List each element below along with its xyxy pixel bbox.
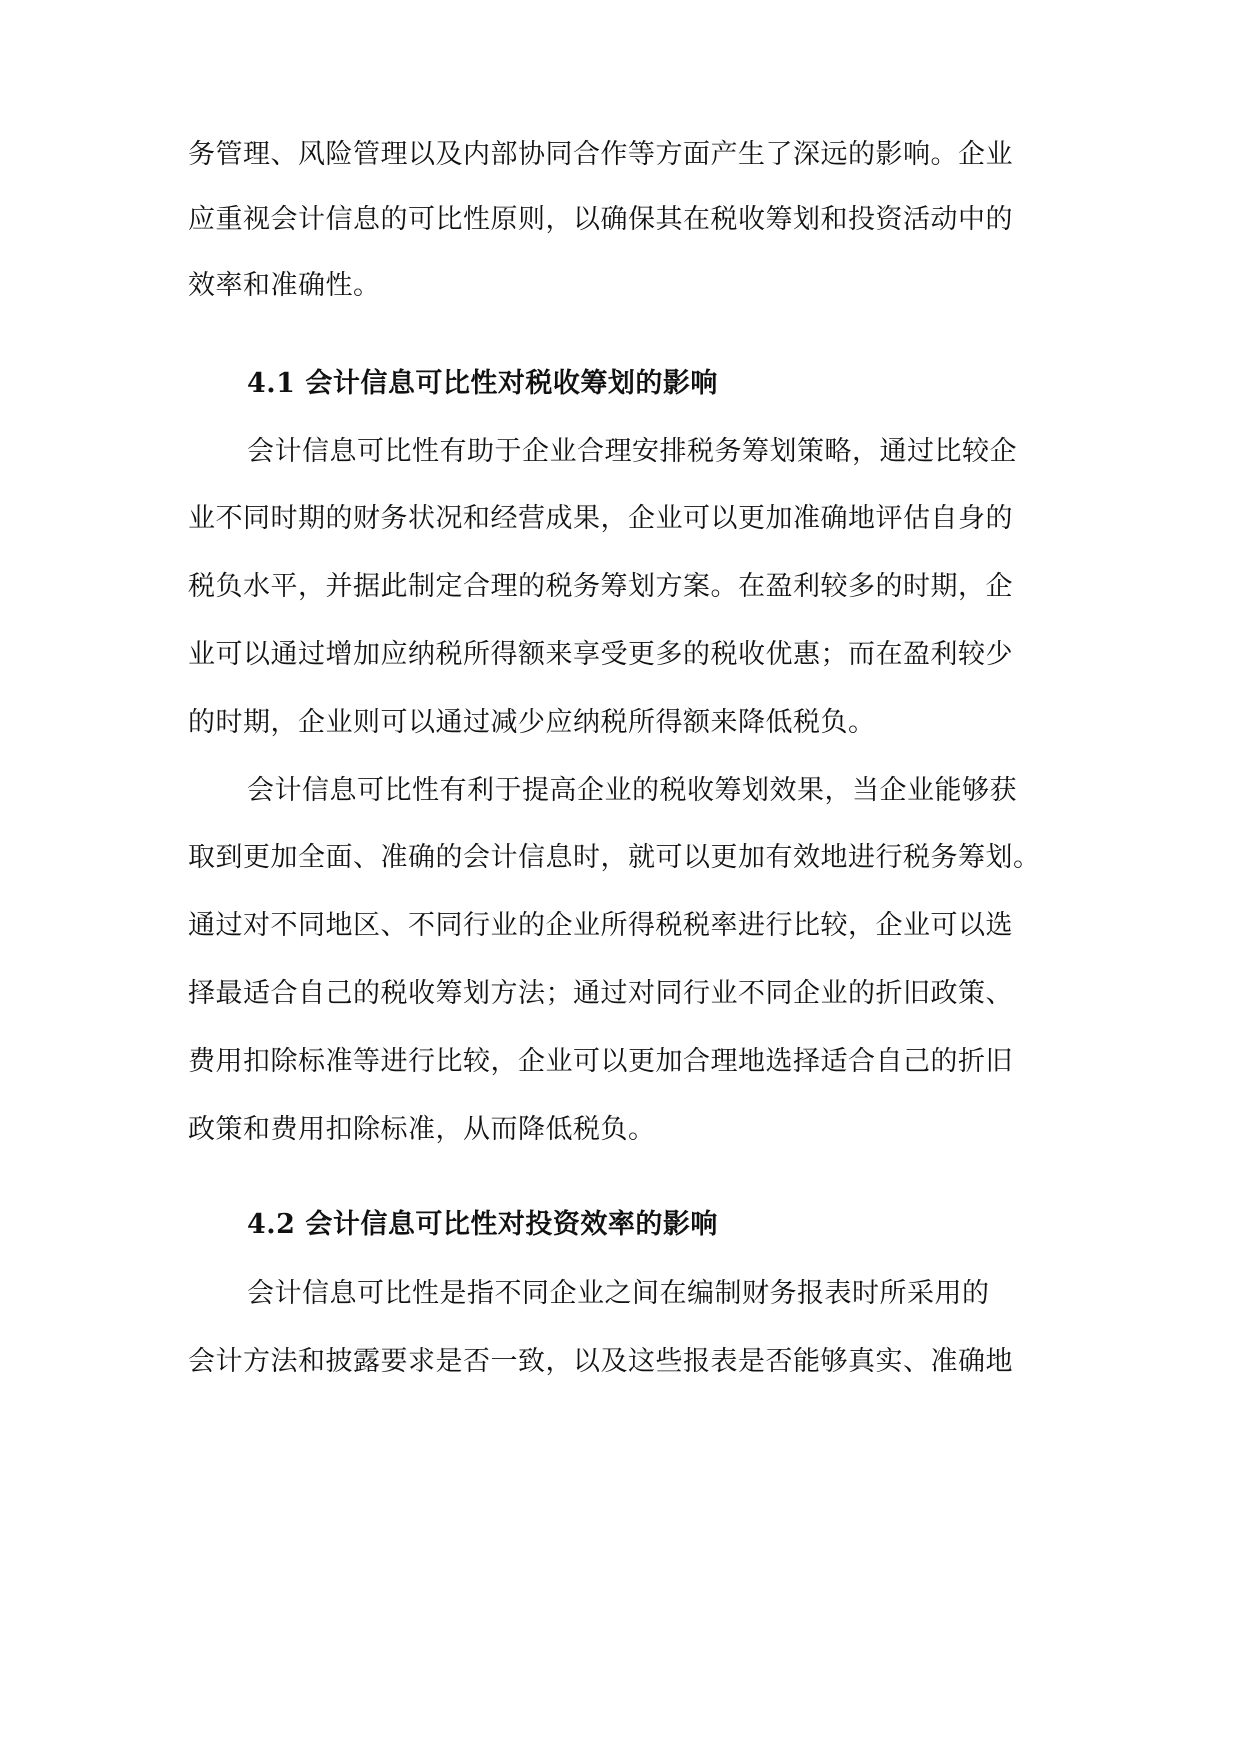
section-heading-4-1: 4.1 会计信息可比性对税收筹划的影响 (247, 368, 718, 399)
text-line: 会计方法和披露要求是否一致，以及这些报表是否能够真实、准确地 (188, 1346, 1013, 1377)
text-line: 的时期，企业则可以通过减少应纳税所得额来降低税负。 (188, 707, 876, 738)
text-line: 通过对不同地区、不同行业的企业所得税税率进行比较，企业可以选 (188, 910, 1013, 941)
text-line: 择最适合自己的税收筹划方法；通过对同行业不同企业的折旧政策、 (188, 978, 1013, 1009)
text-line: 务管理、风险管理以及内部协同合作等方面产生了深远的影响。企业 (188, 139, 1013, 170)
text-line: 会计信息可比性有利于提高企业的税收筹划效果，当企业能够获 (247, 775, 1017, 806)
text-line: 应重视会计信息的可比性原则，以确保其在税收筹划和投资活动中的 (188, 204, 1013, 235)
text-line: 效率和准确性。 (188, 270, 381, 301)
text-line: 费用扣除标准等进行比较，企业可以更加合理地选择适合自己的折旧 (188, 1046, 1013, 1077)
text-line: 税负水平，并据此制定合理的税务筹划方案。在盈利较多的时期，企 (188, 571, 1013, 602)
text-line: 业可以通过增加应纳税所得额来享受更多的税收优惠；而在盈利较少 (188, 639, 1013, 670)
text-line: 业不同时期的财务状况和经营成果，企业可以更加准确地评估自身的 (188, 503, 1013, 534)
text-line: 取到更加全面、准确的会计信息时，就可以更加有效地进行税务筹划。 (188, 842, 1041, 873)
text-line: 政策和费用扣除标准，从而降低税负。 (188, 1114, 656, 1145)
text-line: 会计信息可比性是指不同企业之间在编制财务报表时所采用的 (247, 1278, 990, 1309)
section-heading-4-2: 4.2 会计信息可比性对投资效率的影响 (247, 1209, 718, 1240)
text-line: 会计信息可比性有助于企业合理安排税务筹划策略，通过比较企 (247, 436, 1017, 467)
